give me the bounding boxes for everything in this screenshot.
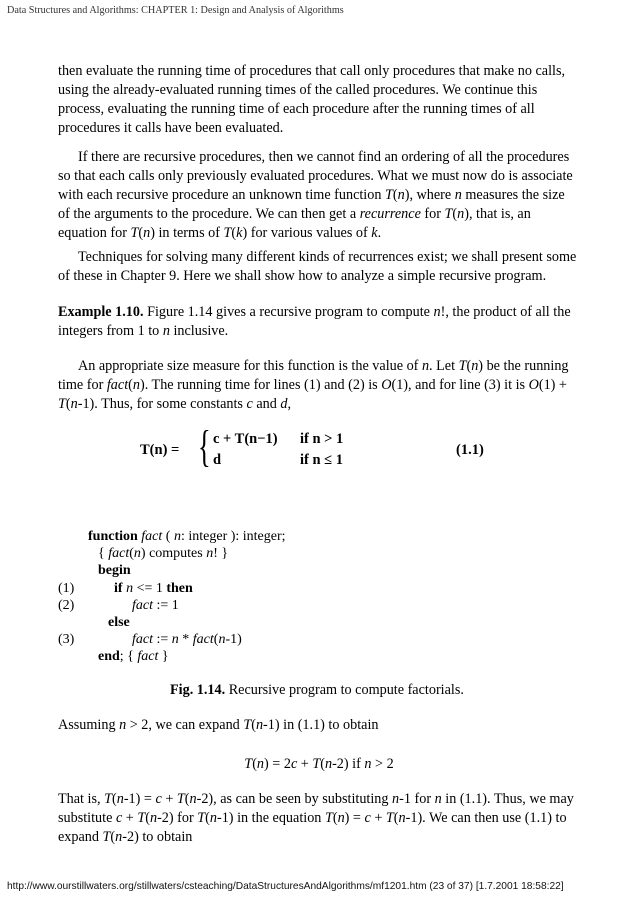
code-n: n bbox=[122, 580, 134, 596]
p7-ak: ( bbox=[110, 829, 116, 845]
paragraph-1-text: then evaluate the running time of procedures that call only procedures that make no calls, using the already-evaluated running times of the called procedures. We continue this process, evaluating the running time of each procedure after the running times of all procedures it calls have been evaluated. bbox=[58, 63, 566, 136]
p2-o: ( bbox=[138, 225, 144, 241]
p2-w: . bbox=[377, 225, 382, 241]
kw-begin: begin bbox=[98, 563, 131, 579]
ce-h: ( bbox=[320, 756, 325, 772]
p5-r: n bbox=[70, 396, 78, 412]
p7-c: ( bbox=[112, 791, 117, 807]
kw-else: else bbox=[108, 614, 130, 630]
p2-v: k bbox=[371, 225, 378, 241]
p5-l: O bbox=[381, 377, 392, 393]
code-n: n bbox=[173, 529, 181, 544]
p6-g: -1) in (1.1) to obtain bbox=[263, 717, 379, 733]
p7-r: T bbox=[137, 810, 146, 826]
code-line bbox=[58, 631, 438, 648]
p5-e: ( bbox=[466, 358, 472, 374]
code-text: := bbox=[153, 632, 172, 648]
code-line bbox=[58, 562, 438, 579]
equation-1-1 bbox=[140, 422, 510, 475]
p2-q: ) in terms of bbox=[150, 225, 224, 241]
ce-k: n bbox=[364, 756, 372, 772]
paragraph-2 bbox=[58, 148, 578, 243]
p6-f: n bbox=[255, 717, 264, 733]
p5-o: (1) + bbox=[538, 377, 567, 393]
p5-v: d bbox=[280, 396, 288, 412]
p7-g: + bbox=[161, 791, 177, 807]
equation-condition-1: if n > 1 bbox=[300, 431, 344, 447]
code-fact: fact bbox=[137, 649, 159, 665]
p7-t: n bbox=[149, 810, 158, 826]
p5-d: T bbox=[458, 358, 467, 374]
p2-c: ( bbox=[392, 187, 398, 203]
p2-d: n bbox=[397, 187, 405, 203]
figure-caption bbox=[170, 682, 464, 699]
p2-l: n bbox=[457, 206, 465, 222]
figure-label: Fig. 1.14. bbox=[170, 682, 226, 698]
equation-case-2: d bbox=[213, 452, 222, 468]
p5-f: n bbox=[471, 358, 479, 374]
p2-g: measures the size of the arguments to the procedure. We can then get a bbox=[58, 187, 565, 222]
code-n: n bbox=[133, 546, 141, 562]
p4-d: n bbox=[162, 323, 170, 339]
p7-ac: ) = bbox=[344, 810, 365, 826]
p4-b: n bbox=[433, 304, 441, 320]
p7-y: -1) in the equation bbox=[216, 810, 325, 826]
ce-f: + bbox=[297, 756, 313, 772]
p5-w: , bbox=[287, 396, 292, 412]
line-number: (2) bbox=[58, 597, 75, 613]
equation-case-1: c + T(n−1) bbox=[213, 431, 278, 447]
p7-aa: ( bbox=[332, 810, 338, 826]
p7-f: c bbox=[155, 791, 162, 807]
code-n: n bbox=[218, 632, 226, 648]
p7-a: That is, bbox=[58, 791, 105, 807]
code-n: n bbox=[171, 632, 179, 648]
kw-end: end bbox=[98, 649, 120, 665]
p7-e: -1) = bbox=[123, 791, 156, 807]
expanded-equation bbox=[0, 756, 638, 773]
p5-j: n bbox=[132, 377, 140, 393]
code-line bbox=[58, 528, 438, 545]
ce-e: c bbox=[290, 756, 298, 772]
code-text: ; { bbox=[119, 649, 138, 665]
ce-b: ( bbox=[252, 756, 257, 772]
p5-t: c bbox=[246, 396, 253, 412]
p7-ad: c bbox=[364, 810, 371, 826]
p2-r: T bbox=[223, 225, 232, 241]
ce-d: ) = 2 bbox=[264, 756, 291, 772]
p2-e: ), where bbox=[404, 187, 455, 203]
p7-m: -1 for bbox=[399, 791, 435, 807]
code-text: -1) bbox=[225, 632, 242, 648]
figure-caption-text: Recursive program to compute factorials. bbox=[225, 682, 464, 698]
p5-c: . Let bbox=[429, 358, 459, 374]
equation-number: (1.1) bbox=[456, 442, 484, 458]
p7-i: ( bbox=[184, 791, 190, 807]
p4-c: !, the product of all the integers from 1 to bbox=[58, 304, 571, 339]
p7-n: n bbox=[434, 791, 442, 807]
p5-k: ). The running time for lines (1) and (2) is bbox=[139, 377, 382, 393]
p2-s: ( bbox=[231, 225, 237, 241]
code-text: } bbox=[158, 649, 169, 665]
p2-u: ) for various values of bbox=[242, 225, 372, 241]
p4-e: inclusive. bbox=[169, 323, 229, 339]
kw-if: if bbox=[114, 580, 123, 596]
equation-brace: { bbox=[198, 422, 211, 471]
p6-b: n bbox=[119, 717, 127, 733]
code-fact: fact bbox=[132, 597, 153, 613]
p7-ah: n bbox=[398, 810, 406, 826]
p7-j: n bbox=[189, 791, 197, 807]
p2-h: recurrence bbox=[359, 206, 421, 222]
p5-n: O bbox=[528, 377, 539, 393]
p5-a: An appropriate size measure for this function is the value of bbox=[78, 358, 422, 374]
p5-q: ( bbox=[65, 396, 71, 412]
p5-u: and bbox=[252, 396, 281, 412]
p7-ab: n bbox=[337, 810, 345, 826]
p5-g: ) be the running time for bbox=[58, 358, 569, 393]
p7-b: T bbox=[104, 791, 112, 807]
code-fact: fact bbox=[108, 546, 130, 562]
p7-am: -2) to obtain bbox=[122, 829, 193, 845]
paragraph-3 bbox=[58, 248, 578, 286]
code-text: : integer ): integer; bbox=[180, 529, 286, 544]
code-fact: fact bbox=[132, 632, 153, 648]
p2-j: T bbox=[444, 206, 453, 222]
ce-a: T bbox=[244, 756, 253, 772]
code-text: := 1 bbox=[153, 597, 179, 613]
p2-m: ), that is, an equation for bbox=[58, 206, 531, 241]
p2-a: If there are recursive procedures, then we cannot find an ordering of all the procedures so that each calls only previously evaluated procedures. What we must now do is associate with each recursive procedure an unknown time function bbox=[58, 149, 573, 203]
p7-v: T bbox=[197, 810, 206, 826]
code-fact: fact bbox=[137, 529, 163, 544]
p7-al: n bbox=[115, 829, 123, 845]
p7-ai: -1). We can then use (1.1) to expand bbox=[58, 810, 567, 845]
equation-condition-2: if n ≤ 1 bbox=[300, 452, 344, 468]
p7-h: T bbox=[176, 791, 185, 807]
p7-ag: ( bbox=[393, 810, 399, 826]
p7-ae: + bbox=[370, 810, 386, 826]
code-listing bbox=[58, 528, 438, 666]
code-text: <= 1 bbox=[133, 580, 167, 596]
ce-c: n bbox=[256, 756, 265, 772]
code-text: ( bbox=[129, 546, 134, 562]
code-text: ) computes bbox=[140, 546, 207, 562]
ce-j: -2) if bbox=[332, 756, 365, 772]
p7-k: -2), as can be seen by substituting bbox=[196, 791, 393, 807]
ce-g: T bbox=[312, 756, 321, 772]
p7-aj: T bbox=[102, 829, 111, 845]
p7-z: T bbox=[324, 810, 333, 826]
paragraph-4 bbox=[58, 303, 578, 341]
p7-p: c bbox=[115, 810, 123, 826]
p5-s: -1). Thus, for some constants bbox=[77, 396, 247, 412]
paragraph-1 bbox=[58, 62, 578, 138]
p2-p: n bbox=[143, 225, 151, 241]
code-text: ! } bbox=[213, 546, 229, 562]
line-number: (1) bbox=[58, 580, 75, 596]
p7-q: + bbox=[122, 810, 138, 826]
p7-x: n bbox=[209, 810, 217, 826]
paragraph-7 bbox=[58, 790, 578, 847]
p4-a: Figure 1.14 gives a recursive program to compute bbox=[143, 304, 434, 320]
p2-i: for bbox=[420, 206, 445, 222]
p2-f: n bbox=[454, 187, 462, 203]
code-line bbox=[58, 597, 438, 614]
kw-function: function bbox=[88, 529, 138, 544]
p2-t: k bbox=[236, 225, 243, 241]
p6-a: Assuming bbox=[58, 717, 120, 733]
paragraph-6 bbox=[58, 716, 578, 735]
code-fact: fact bbox=[192, 632, 214, 648]
p7-d: n bbox=[116, 791, 124, 807]
page-header: Data Structures and Algorithms: CHAPTER 1: Design and Analysis of Algorithms bbox=[7, 5, 344, 16]
code-line bbox=[58, 545, 438, 562]
code-text: ( bbox=[213, 632, 219, 648]
ce-i: n bbox=[324, 756, 333, 772]
p5-h: fact bbox=[106, 377, 129, 393]
p2-n: T bbox=[130, 225, 139, 241]
p7-af: T bbox=[385, 810, 394, 826]
p7-o: in (1.1). Thus, we may substitute bbox=[58, 791, 574, 826]
p6-c: > 2, we can expand bbox=[126, 717, 244, 733]
p5-b: n bbox=[421, 358, 430, 374]
p5-p: T bbox=[58, 396, 66, 412]
code-line bbox=[58, 614, 438, 631]
page-footer-url: http://www.ourstillwaters.org/stillwaters/csteaching/DataStructuresAndAlgorithms/mf1201.htm (23 of 37) [1.7.2001 18:58:22] bbox=[7, 881, 564, 892]
p7-u: -2) for bbox=[157, 810, 198, 826]
example-label: Example 1.10. bbox=[58, 304, 144, 320]
p7-l: n bbox=[392, 791, 400, 807]
p3-a: Techniques for solving many different kinds of recurrences exist; we shall present some of these in Chapter 9. Here we shall show how to analyze a simple recursive program. bbox=[58, 249, 577, 284]
p7-s: ( bbox=[145, 810, 150, 826]
line-number: (3) bbox=[58, 632, 75, 648]
p5-m: (1), and for line (3) it is bbox=[391, 377, 529, 393]
p2-b: T bbox=[385, 187, 393, 203]
ce-l: > 2 bbox=[371, 756, 394, 772]
p7-w: ( bbox=[205, 810, 210, 826]
code-line bbox=[58, 648, 438, 665]
code-text: { bbox=[98, 546, 109, 562]
code-n: n bbox=[206, 546, 214, 562]
p5-i: ( bbox=[128, 377, 133, 393]
equation-lhs: T(n) = bbox=[140, 442, 180, 458]
kw-then: then bbox=[166, 580, 193, 596]
p6-e: ( bbox=[251, 717, 256, 733]
p2-k: ( bbox=[452, 206, 458, 222]
p6-d: T bbox=[243, 717, 252, 733]
paragraph-5 bbox=[58, 357, 578, 414]
code-line bbox=[58, 580, 438, 597]
code-text: ( bbox=[162, 529, 174, 544]
code-text: * bbox=[178, 632, 193, 648]
